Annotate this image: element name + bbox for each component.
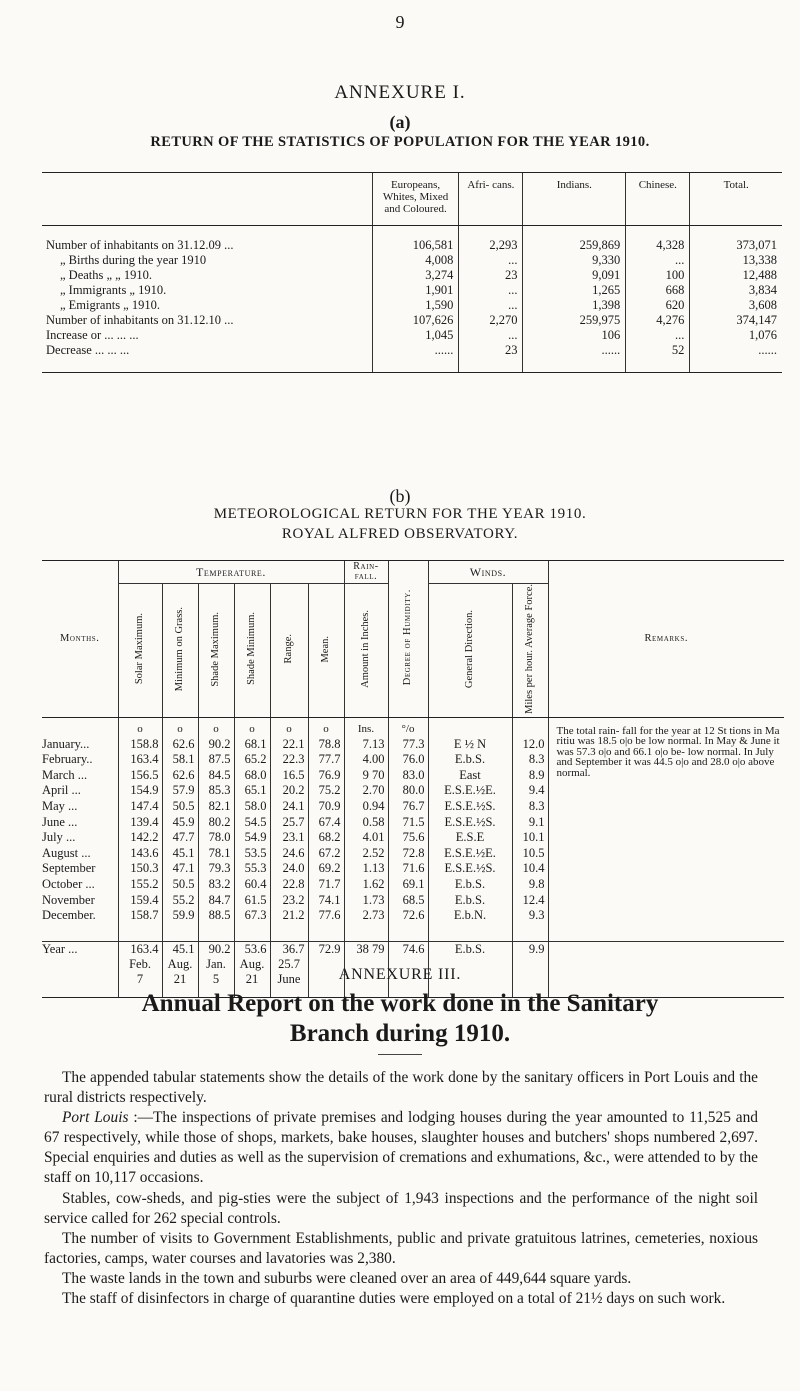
paragraph: The staff of disinfectors in charge of quarantine duties were employed on a total of 21½ days on such work.: [62, 1290, 726, 1308]
report-title-line-1: Annual Report on the work done in the Sanitary: [141, 990, 659, 1017]
cell: 158.8: [118, 736, 162, 752]
table-row: [42, 313, 782, 328]
cell: 54.5: [234, 814, 270, 830]
cell: 9,091: [523, 268, 626, 283]
cell: 9.4: [512, 783, 548, 799]
cell: 77.6: [308, 907, 344, 923]
cell: E.b.S.: [428, 892, 512, 908]
month-label: June ...: [42, 814, 78, 829]
humidity-header-text: Degree of Humidity.: [402, 588, 413, 686]
min-grass-header: [162, 584, 198, 718]
cell: 1,265: [523, 283, 626, 298]
gap: [548, 923, 784, 942]
cell: June: [270, 972, 308, 987]
title-divider: [378, 1054, 422, 1055]
annexure-3-title: ANNEXURE III.: [338, 966, 462, 983]
observatory-name: ROYAL ALFRED OBSERVATORY.: [281, 526, 519, 542]
cell: 0.94: [344, 798, 388, 814]
cell: 3,274: [372, 268, 459, 283]
unit-percent: °/o: [388, 717, 428, 736]
min-grass-text: Minimum on Grass.: [174, 606, 185, 692]
cell: 74.1: [308, 892, 344, 908]
cell: 20.2: [270, 783, 308, 799]
months-header: Months.: [42, 561, 118, 718]
cell: 9 70: [344, 767, 388, 783]
unit-degree: o: [162, 717, 198, 736]
cell: 62.6: [162, 767, 198, 783]
cell: 36.7: [270, 941, 308, 957]
cell: 4.01: [344, 829, 388, 845]
cell: 2,270: [459, 313, 523, 328]
unit-degree: o: [270, 717, 308, 736]
col-africans-header: Afri- cans.: [459, 173, 523, 226]
table-row: [42, 226, 782, 254]
cell: 80.2: [198, 814, 234, 830]
report-title-line-2: Branch during 1910.: [289, 1020, 511, 1047]
paragraph-text: :—The inspections of private premises and lodging houses during the year amounted to 11,525 and 67 respectively, while those of shops, markets, bake houses, slaughter houses and butchers' shops numbered 2,697. Special enquiries and duties as well as the supervision of cremations and exhumations, &c., were attended to by the staff on 10,117 occasions.: [44, 1109, 758, 1187]
cell: 24.1: [270, 798, 308, 814]
cell: 77.3: [388, 736, 428, 752]
cell: 21: [234, 972, 270, 987]
col-indians-header: Indians.: [523, 173, 626, 226]
cell: Jan.: [198, 957, 234, 972]
cell: 77.7: [308, 751, 344, 767]
gap: [512, 923, 548, 942]
month-label: August ...: [42, 845, 91, 860]
row-label: „ Births during the year 1910: [60, 253, 207, 267]
cell: 71.5: [388, 814, 428, 830]
cell: 4,008: [372, 253, 459, 268]
cell: 57.9: [162, 783, 198, 799]
cell: E ½ N: [428, 736, 512, 752]
cell: ...: [459, 253, 523, 268]
gap: [270, 923, 308, 942]
cell: ......: [690, 343, 782, 373]
wind-direction-text: General Direction.: [464, 609, 475, 688]
gap: [344, 923, 388, 942]
population-label-header: [42, 173, 372, 226]
cell: 62.6: [162, 736, 198, 752]
range-text: Range.: [283, 634, 294, 664]
cell: 72.6: [388, 907, 428, 923]
col-total-header: Total.: [690, 173, 782, 226]
table-row: [42, 298, 782, 313]
cell: 24.6: [270, 845, 308, 861]
shade-max-header: [198, 584, 234, 718]
paragraph-lead: Port Louis: [62, 1109, 129, 1127]
cell: 72.9: [308, 941, 344, 957]
year-label: Year ...: [42, 941, 118, 957]
paragraph: The waste lands in the town and suburbs were cleaned over an area of 449,644 square yards.: [62, 1269, 632, 1287]
population-table: [42, 172, 782, 373]
cell: 22.8: [270, 876, 308, 892]
cell: 75.6: [388, 829, 428, 845]
cell: 374,147: [690, 313, 782, 328]
cell: E.S.E.½S.: [428, 861, 512, 877]
month-label: July ...: [42, 830, 76, 845]
cell: 68.2: [308, 829, 344, 845]
cell: 23: [459, 268, 523, 283]
cell: Feb.: [118, 957, 162, 972]
cell: 5: [198, 972, 234, 987]
cell: 68.1: [234, 736, 270, 752]
section-b-label: (b): [389, 486, 411, 506]
cell: 76.9: [308, 767, 344, 783]
table-row: [42, 253, 782, 268]
cell: 3,834: [690, 283, 782, 298]
cell: 55.2: [162, 892, 198, 908]
cell: 1.73: [344, 892, 388, 908]
meteorological-return-title: METEOROLOGICAL RETURN FOR THE YEAR 1910.: [213, 506, 587, 522]
cell: 259,975: [523, 313, 626, 328]
cell: 4,276: [626, 313, 690, 328]
year-row: [42, 941, 784, 957]
cell: E.b.S.: [428, 941, 512, 957]
table-row: [42, 328, 782, 343]
row-label: Number of inhabitants on 31.12.09 ...: [46, 238, 234, 252]
cell: 47.1: [162, 861, 198, 877]
cell: 0.58: [344, 814, 388, 830]
cell: 24.0: [270, 861, 308, 877]
table-row: [42, 283, 782, 298]
cell: 71.7: [308, 876, 344, 892]
cell: 58.1: [162, 751, 198, 767]
cell: 68.5: [388, 892, 428, 908]
unit-inches: Ins.: [344, 717, 388, 736]
month-label: January...: [42, 736, 90, 751]
cell: 1.62: [344, 876, 388, 892]
cell: ...: [626, 328, 690, 343]
cell: 58.0: [234, 798, 270, 814]
col-europeans-header: Europeans, Whites, Mixed and Coloured.: [372, 173, 459, 226]
month-label: April ...: [42, 783, 81, 798]
cell: 53.5: [234, 845, 270, 861]
cell: 8.9: [512, 767, 548, 783]
gap: [42, 923, 118, 942]
cell: 106: [523, 328, 626, 343]
cell: 67.2: [308, 845, 344, 861]
cell: 54.9: [234, 829, 270, 845]
row-label: „ Emigrants „ 1910.: [60, 298, 160, 312]
cell: 21: [162, 972, 198, 987]
shade-min-header: [234, 584, 270, 718]
rain-amount-header: [344, 584, 388, 718]
units-spacer: [512, 717, 548, 736]
row-label: Increase or ... ... ...: [46, 328, 139, 342]
gap: [548, 941, 784, 957]
solar-max-header: [118, 584, 162, 718]
paragraph: [44, 1108, 758, 1188]
cell: 9.8: [512, 876, 548, 892]
cell: 22.3: [270, 751, 308, 767]
cell: 154.9: [118, 783, 162, 799]
unit-degree: o: [118, 717, 162, 736]
remarks-note: The total rain- fall for the year at 12 St tions in Ma ritiu was 18.5 o|o be low normal. In May & June it was 57.3 o|o and 66.1 o|o be- low normal. In July and September it was 44.5 o|o and 28.0 o|o above normal.: [548, 717, 784, 923]
section-a-label: (a): [389, 112, 411, 132]
cell: 45.1: [162, 845, 198, 861]
cell: 78.1: [198, 845, 234, 861]
wind-force-text: Miles per hour. Average Force.: [524, 584, 535, 714]
cell: 1,590: [372, 298, 459, 313]
gap: [198, 923, 234, 942]
cell: E.S.E.½E.: [428, 783, 512, 799]
mean-text: Mean.: [320, 635, 331, 663]
cell: ......: [372, 343, 459, 373]
cell: 25.7: [270, 814, 308, 830]
cell: 4,328: [626, 226, 690, 254]
cell: 72.8: [388, 845, 428, 861]
cell: 22.1: [270, 736, 308, 752]
wind-force-header: [512, 584, 548, 718]
gap: [162, 923, 198, 942]
cell: 10.1: [512, 829, 548, 845]
cell: 100: [626, 268, 690, 283]
cell: 80.0: [388, 783, 428, 799]
cell: East: [428, 767, 512, 783]
paragraph: The appended tabular statements show the details of the work done by the sanitary officers in Port Louis and the rural districts respectively.: [44, 1069, 758, 1107]
winds-group-header: Winds.: [428, 561, 548, 584]
cell: 9.1: [512, 814, 548, 830]
cell: 90.2: [198, 736, 234, 752]
range-header: [270, 584, 308, 718]
cell: 69.2: [308, 861, 344, 877]
cell: 65.2: [234, 751, 270, 767]
cell: 76.0: [388, 751, 428, 767]
cell: 8.3: [512, 798, 548, 814]
cell: 158.7: [118, 907, 162, 923]
gap: [118, 923, 162, 942]
cell: 60.4: [234, 876, 270, 892]
cell: 23: [459, 343, 523, 373]
cell: 13,338: [690, 253, 782, 268]
cell: 53.6: [234, 941, 270, 957]
cell: 7: [118, 972, 162, 987]
cell: 620: [626, 298, 690, 313]
cell: E.S.E.½S.: [428, 814, 512, 830]
solar-max-text: Solar Maximum.: [134, 613, 145, 685]
cell: 12.0: [512, 736, 548, 752]
shade-min-text: Shade Minimum.: [246, 612, 257, 686]
cell: 71.6: [388, 861, 428, 877]
cell: 78.0: [198, 829, 234, 845]
cell: 70.9: [308, 798, 344, 814]
shade-max-text: Shade Maximum.: [210, 611, 221, 687]
month-label: September: [42, 861, 96, 876]
cell: 23.2: [270, 892, 308, 908]
cell: 55.3: [234, 861, 270, 877]
month-label: October ...: [42, 877, 95, 891]
cell: 69.1: [388, 876, 428, 892]
cell: ...: [459, 283, 523, 298]
unit-degree: o: [198, 717, 234, 736]
cell: E.S.E: [428, 829, 512, 845]
cell: 21.2: [270, 907, 308, 923]
cell: 50.5: [162, 876, 198, 892]
month-label: November: [42, 892, 95, 907]
cell: 142.2: [118, 829, 162, 845]
cell: 1,076: [690, 328, 782, 343]
meteorological-table: [42, 560, 784, 998]
cell: 9,330: [523, 253, 626, 268]
row-label: „ Immigrants „ 1910.: [60, 283, 167, 297]
cell: 163.4: [118, 941, 162, 957]
cell: 12,488: [690, 268, 782, 283]
cell: 150.3: [118, 861, 162, 877]
row-label: Number of inhabitants on 31.12.10 ...: [46, 313, 234, 327]
cell: 25.7: [270, 957, 308, 972]
table-row: [42, 343, 782, 373]
units-spacer: [42, 717, 118, 736]
month-label: February..: [42, 752, 93, 767]
cell: Aug.: [234, 957, 270, 972]
row-label: „ Deaths „ „ 1910.: [60, 268, 152, 282]
paragraph: The number of visits to Government Establishments, public and private gratuitous latrines, cemeteries, noxious factories, camps, water courses and lavatories was 2,380.: [44, 1229, 758, 1267]
cell: 668: [626, 283, 690, 298]
cell: 159.4: [118, 892, 162, 908]
cell: 83.0: [388, 767, 428, 783]
cell: 23.1: [270, 829, 308, 845]
unit-degree: o: [234, 717, 270, 736]
rainfall-group-header: Rain- fall.: [344, 561, 388, 584]
cell: E.S.E.½E.: [428, 845, 512, 861]
cell: 1.13: [344, 861, 388, 877]
cell: 85.3: [198, 783, 234, 799]
report-body: [44, 1068, 758, 1309]
cell: 79.3: [198, 861, 234, 877]
cell: 2.70: [344, 783, 388, 799]
cell: E.b.S.: [428, 876, 512, 892]
cell: 9.3: [512, 907, 548, 923]
cell: 1,901: [372, 283, 459, 298]
population-return-title: RETURN OF THE STATISTICS OF POPULATION FOR THE YEAR 1910.: [150, 134, 650, 150]
cell: 8.3: [512, 751, 548, 767]
cell: 4.00: [344, 751, 388, 767]
annexure-1-title: ANNEXURE I.: [334, 82, 466, 103]
cell: ......: [523, 343, 626, 373]
temperature-group-header: Temperature.: [118, 561, 344, 584]
cell: 373,071: [690, 226, 782, 254]
cell: 9.9: [512, 941, 548, 957]
cell: E.b.N.: [428, 907, 512, 923]
cell: 52: [626, 343, 690, 373]
cell: 3,608: [690, 298, 782, 313]
cell: 156.5: [118, 767, 162, 783]
cell: 59.9: [162, 907, 198, 923]
cell: E.S.E.½S.: [428, 798, 512, 814]
remarks-header: Remarks.: [548, 561, 784, 718]
cell: 1,045: [372, 328, 459, 343]
cell: 2.73: [344, 907, 388, 923]
cell: 7.13: [344, 736, 388, 752]
gap: [388, 923, 428, 942]
cell: Aug.: [162, 957, 198, 972]
cell: 90.2: [198, 941, 234, 957]
cell: 68.0: [234, 767, 270, 783]
cell: 87.5: [198, 751, 234, 767]
cell: 65.1: [234, 783, 270, 799]
cell: ...: [626, 253, 690, 268]
page-number: 9: [395, 12, 405, 32]
cell: 147.4: [118, 798, 162, 814]
cell: 83.2: [198, 876, 234, 892]
rain-amount-text: Amount in Inches.: [360, 609, 371, 688]
cell: 2.52: [344, 845, 388, 861]
cell: ...: [459, 328, 523, 343]
cell: 61.5: [234, 892, 270, 908]
cell: 74.6: [388, 941, 428, 957]
cell: 47.7: [162, 829, 198, 845]
month-label: March ...: [42, 767, 88, 782]
cell: 1,398: [523, 298, 626, 313]
cell: 38 79: [344, 941, 388, 957]
col-chinese-header: Chinese.: [626, 173, 690, 226]
unit-degree: o: [308, 717, 344, 736]
cell: 88.5: [198, 907, 234, 923]
cell: 155.2: [118, 876, 162, 892]
cell: 16.5: [270, 767, 308, 783]
cell: 2,293: [459, 226, 523, 254]
cell: 10.5: [512, 845, 548, 861]
month-label: December.: [42, 908, 96, 923]
cell: 84.5: [198, 767, 234, 783]
cell: 107,626: [372, 313, 459, 328]
cell: 12.4: [512, 892, 548, 908]
units-spacer: [428, 717, 512, 736]
wind-direction-header: [428, 584, 512, 718]
cell: 45.1: [162, 941, 198, 957]
cell: 139.4: [118, 814, 162, 830]
cell: 106,581: [372, 226, 459, 254]
month-label: May ...: [42, 799, 78, 814]
cell: 50.5: [162, 798, 198, 814]
cell: 259,869: [523, 226, 626, 254]
gap: [428, 923, 512, 942]
table-row: [42, 268, 782, 283]
cell: 84.7: [198, 892, 234, 908]
cell: 75.2: [308, 783, 344, 799]
cell: 10.4: [512, 861, 548, 877]
cell: 76.7: [388, 798, 428, 814]
mean-header: [308, 584, 344, 718]
cell: 163.4: [118, 751, 162, 767]
gap: [308, 923, 344, 942]
cell: E.b.S.: [428, 751, 512, 767]
cell: 82.1: [198, 798, 234, 814]
row-label: Decrease ... ... ...: [42, 343, 372, 373]
gap: [234, 923, 270, 942]
cell: ...: [459, 298, 523, 313]
cell: 67.3: [234, 907, 270, 923]
cell: 45.9: [162, 814, 198, 830]
humidity-header: [388, 561, 428, 718]
cell: 78.8: [308, 736, 344, 752]
cell: 67.4: [308, 814, 344, 830]
cell: 143.6: [118, 845, 162, 861]
paragraph: Stables, cow-sheds, and pig-sties were the subject of 1,943 inspections and the performance of the night soil service called for 262 special controls.: [44, 1189, 758, 1227]
